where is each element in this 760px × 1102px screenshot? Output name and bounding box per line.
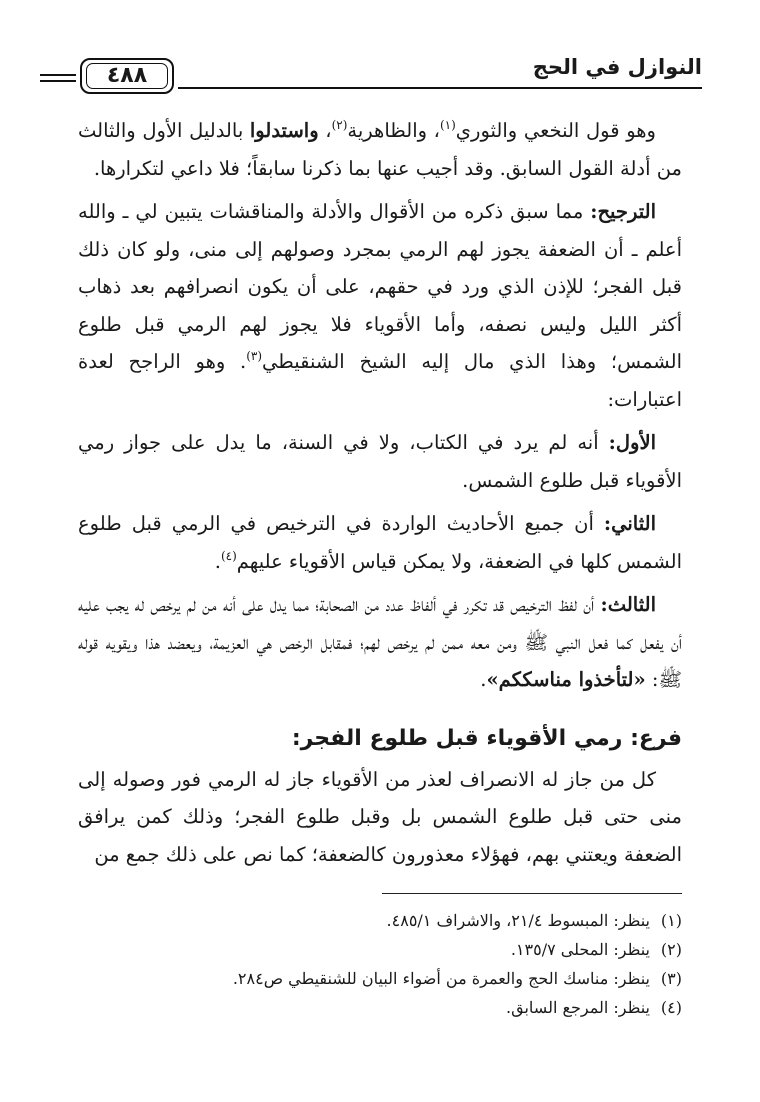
footnote-number: (١) bbox=[660, 911, 682, 930]
bold-term: الثاني: bbox=[603, 512, 656, 535]
text-run: . bbox=[214, 549, 221, 573]
footnote-number: (٤) bbox=[660, 998, 682, 1017]
bold-term: الثالث: bbox=[600, 593, 656, 616]
footnote bbox=[78, 964, 682, 993]
running-header-title: النوازل في الحج bbox=[532, 55, 702, 79]
text-run: . وهو الراجح لعدة اعتبارات: bbox=[78, 350, 682, 411]
footnote-number: (٢) bbox=[660, 940, 682, 959]
section-heading: فرع: رمي الأقوياء قبل طلوع الفجر: bbox=[291, 725, 682, 751]
text-run: وهو قول النخعي والثوري bbox=[455, 119, 656, 142]
footnote-separator bbox=[382, 893, 682, 894]
footnote-text: ينظر: مناسك الحج والعمرة من أضواء البيان للشنقيطي ص٢٨٤. bbox=[232, 969, 650, 988]
paragraph-first-reason bbox=[78, 424, 682, 499]
footnote-number: (٣) bbox=[660, 969, 682, 988]
header-rule-left bbox=[40, 74, 76, 76]
text-run: بالدليل الأول والثالث من أدلة القول السابق. وقد أجيب عنها بما ذكرنا سابقاً؛ فلا داعي لتكرارها. bbox=[78, 119, 682, 180]
footnote-ref: (١) bbox=[439, 118, 456, 132]
footnote bbox=[78, 906, 682, 935]
text-run: أن جميع الأحاديث الواردة في الترخيص في الرمي قبل طلوع الشمس كلها في الضعفة، ولا يمكن قياس الأقوياء عليهم bbox=[78, 512, 682, 573]
paragraph-tarjih bbox=[78, 193, 682, 418]
page-number-frame bbox=[80, 58, 174, 94]
footnote-ref: (٣) bbox=[246, 349, 263, 363]
hadith-quote: «لتأخذوا مناسككم» bbox=[486, 668, 646, 691]
paragraph-branch bbox=[78, 761, 682, 874]
page-number: ٤٨٨ bbox=[106, 63, 148, 88]
text-run: كل من جاز له الانصراف لعذر من الأقوياء جاز له الرمي فور وصوله إلى منى حتى قبل طلوع الشمس بل وقبل طلوع الفجر؛ وذلك كمن يرافق الضعفة ويعتني بهم، فهؤلاء معذورون كالضعفة؛ كما نص على ذلك جمع من bbox=[78, 767, 682, 866]
footnotes bbox=[78, 906, 682, 1022]
footnote bbox=[78, 935, 682, 964]
paragraph-second-reason bbox=[78, 505, 682, 580]
text-run: أن لفظ الترخيص قد تكرر في ألفاظ عدد من الصحابة؛ مما يدل على أنه من لم يرخص له يجب عليه أن يفعل كما فعل النبي ﷺ ومن معه ممن لم يرخص لهم؛ فمقابل الرخص هي العزيمة، ويعضد هذا ويقويه قوله ﷺ: bbox=[78, 593, 682, 691]
text-run: ، والظاهرية bbox=[347, 119, 440, 142]
header-rule bbox=[178, 87, 702, 89]
text-run: مما سبق ذكره من الأقوال والأدلة والمناقشات يتبين لي ـ والله أعلم ـ أن الضعفة يجوز لهم الرمي بمجرد وصولهم إلى منى، ولو كان ذلك قبل الفجر؛ للإذن الذي ورد في حقهم، على أن يكون انصرافهم بعد ذهاب أكثر الليل وليس نصفه، وأما الأقوياء فلا يجوز لهم الرمي قبل طلوع الشمس؛ وهذا الذي مال إليه الشيخ الشنقيطي bbox=[78, 200, 682, 373]
paragraph-third-reason bbox=[78, 586, 682, 699]
bold-term: واستدلوا bbox=[249, 119, 319, 142]
footnote bbox=[78, 993, 682, 1022]
paragraph-1 bbox=[78, 112, 682, 187]
footnote-ref: (٢) bbox=[331, 118, 348, 132]
body-text bbox=[78, 112, 682, 873]
text-run: أنه لم يرد في الكتاب، ولا في السنة، ما يدل على جواز رمي الأقوياء قبل طلوع الشمس. bbox=[78, 431, 682, 492]
footnote-ref: (٤) bbox=[220, 548, 237, 563]
text-run: ، bbox=[318, 119, 332, 142]
footnote-text: ينظر: المرجع السابق. bbox=[506, 998, 650, 1017]
text-run: . bbox=[480, 668, 487, 691]
footnote-text: ينظر: المبسوط ٢١/٤، والاشراف ٤٨٥/١. bbox=[386, 911, 650, 930]
bold-term: الأول: bbox=[608, 431, 656, 454]
bold-term: الترجيح: bbox=[590, 200, 656, 223]
header-rule-left-2 bbox=[40, 80, 76, 82]
footnote-text: ينظر: المحلى ١٣٥/٧. bbox=[510, 940, 650, 959]
